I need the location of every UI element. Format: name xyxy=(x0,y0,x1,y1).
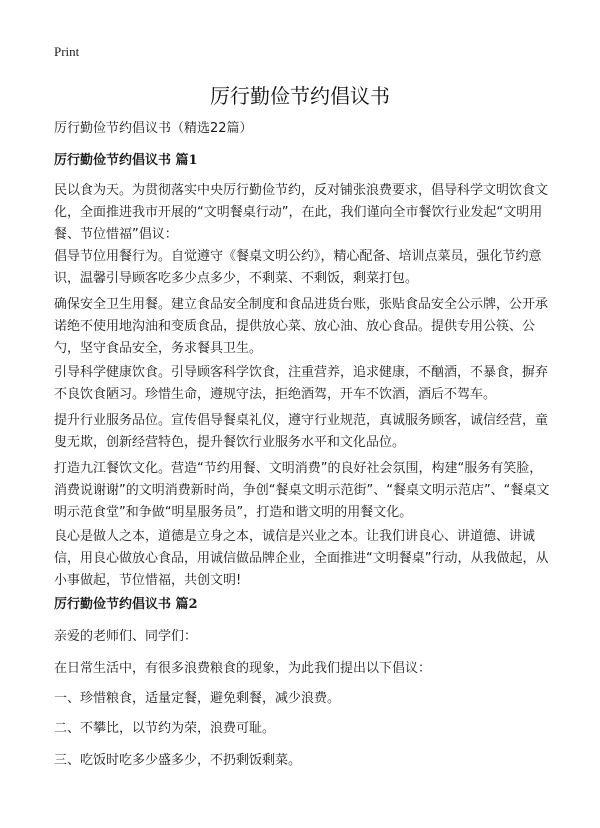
list-item: 一、珍惜粮食，适量定餐，避免剩餐，减少浪费。 xyxy=(54,691,341,706)
paragraph: 提升行业服务品位。宣传倡导餐桌礼仪，遵守行业规范，真诚服务顾客，诚信经营，童叟无欺，创新经营特色，提升餐饮行业服务水平和文化品位。 xyxy=(54,413,549,450)
paragraph: 亲爱的老师们、同学们： xyxy=(54,629,198,644)
section-heading-1: 厉行勤俭节约倡议书 篇1 xyxy=(54,153,198,168)
document-subtitle: 厉行勤俭节约倡议书（精选22篇） xyxy=(54,121,253,136)
section-heading-2: 厉行勤俭节约倡议书 篇2 xyxy=(54,597,198,612)
paragraph: 在日常生活中，有很多浪费粮食的现象，为此我们提出以下倡议： xyxy=(54,661,432,676)
list-item: 二、不攀比，以节约为荣，浪费可耻。 xyxy=(54,721,276,736)
paragraph: 确保安全卫生用餐。建立食品安全制度和食品进货台账，张贴食品安全公示牌，公开承诺绝不使用地沟油和变质食品，提供放心菜、放心油、放心食品。提供专用公筷、公勺，坚守食品安全，务求餐具卫生。 xyxy=(54,297,549,356)
paragraph: 民以食为天。为贯彻落实中央厉行勤俭节约，反对铺张浪费要求，倡导科学文明饮食文化，全面推进我市开展的“文明餐桌行动”，在此，我们谨向全市餐饮行业发起“文明用餐、节位惜福”倡议： xyxy=(54,183,549,242)
paragraph: 良心是做人之本，道德是立身之本，诚信是兴业之本。让我们讲良心、讲道德、讲诚信，用良心做放心食品，用诚信做品牌企业，全面推进“文明餐桌”行动，从我做起，从小事做起，节位惜福，共创文明! xyxy=(54,529,549,588)
list-item: 三、吃饭时吃多少盛多少，不扔剩饭剩菜。 xyxy=(54,753,302,768)
document-title: 厉行勤俭节约倡议书 xyxy=(210,84,390,108)
print-link[interactable]: Print xyxy=(54,44,80,59)
paragraph: 倡导节位用餐行为。自觉遵守《餐桌文明公约》，精心配备、培训点菜员，强化节约意识，温馨引导顾客吃多少点多少，不剩菜、不剩饭，剩菜打包。 xyxy=(54,249,542,286)
paragraph: 打造九江餐饮文化。营造“节约用餐、文明消费”的良好社会氛围，构建“服务有笑脸，消费说谢谢”的文明消费新时尚，争创“餐桌文明示范街”、“餐桌文明示范店”、“餐桌文明示范食堂”和争做“明星服务员”，打造和谐文明的用餐文化。 xyxy=(54,461,550,520)
paragraph: 引导科学健康饮食。引导顾客科学饮食，注重营养，追求健康，不酗酒，不暴食，摒弃不良饮食陋习。珍惜生命，遵规守法，拒绝酒驾，开车不饮酒，酒后不驾车。 xyxy=(54,365,549,402)
